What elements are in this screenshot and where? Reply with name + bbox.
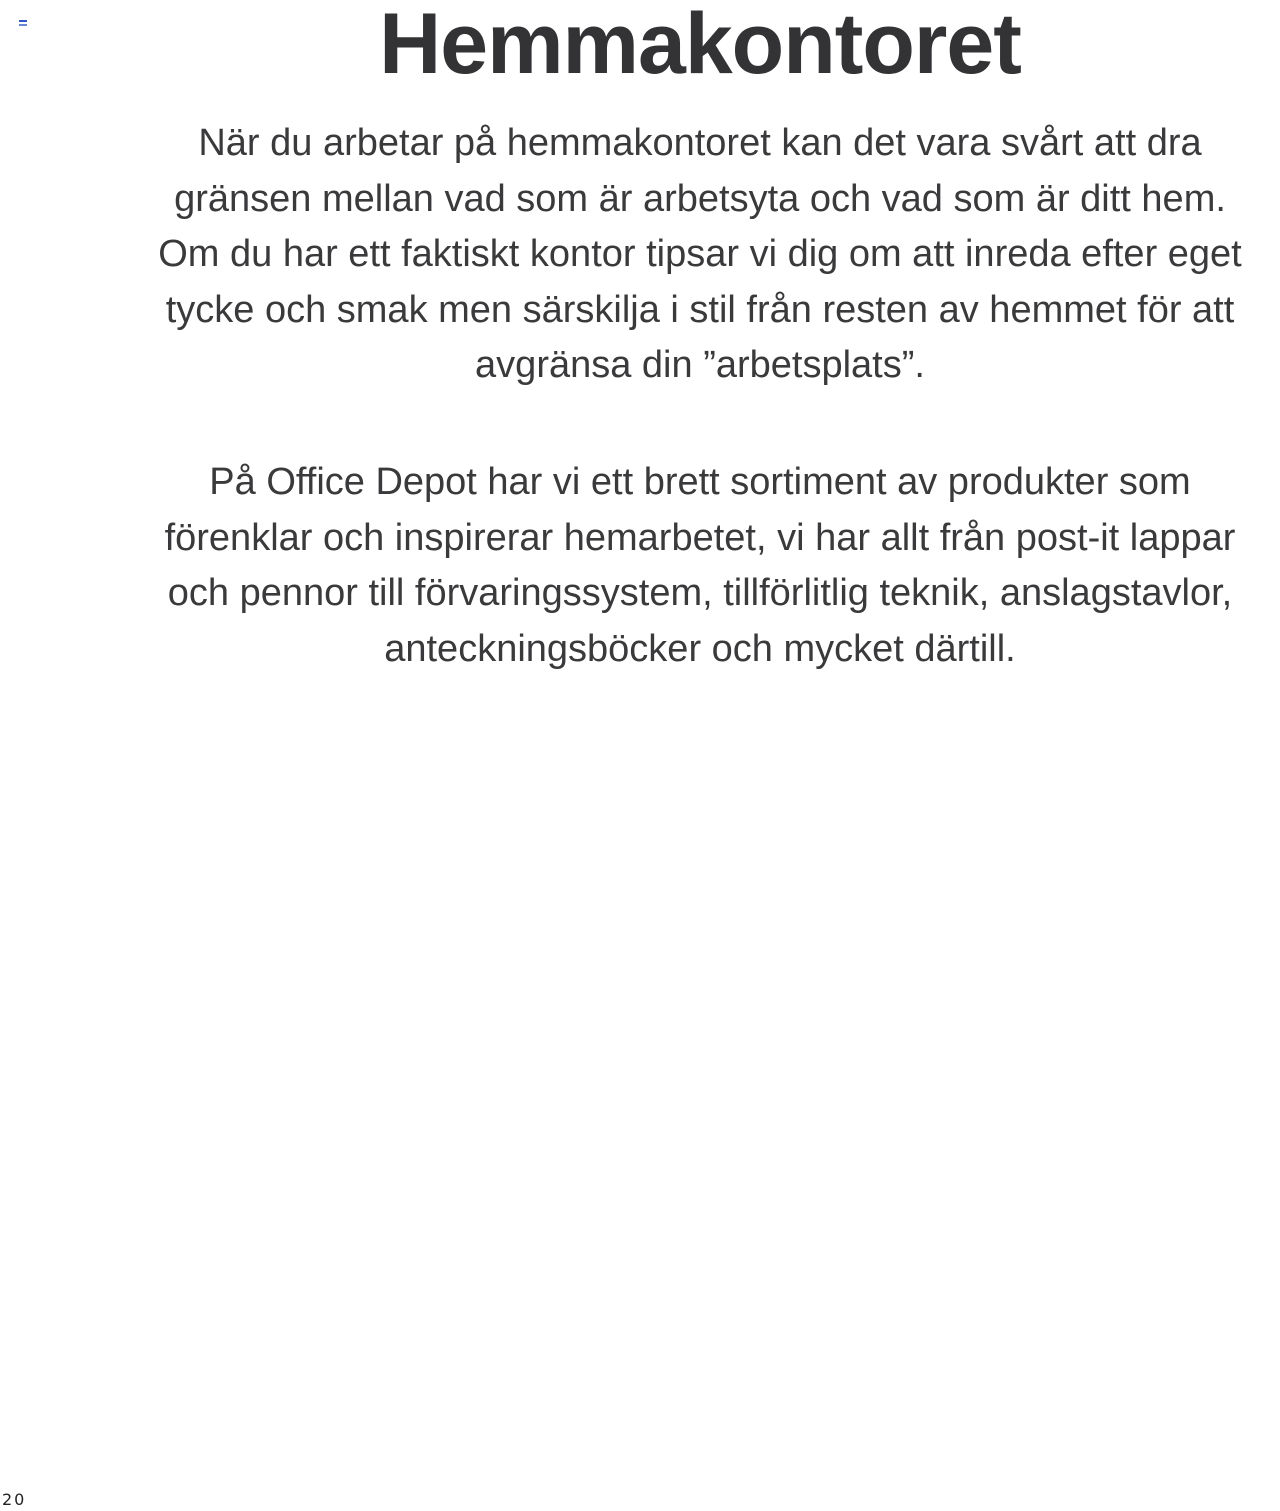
page-title: Hemmakontoret	[379, 0, 1021, 92]
paragraph-line: gränsen mellan vad som är arbetsyta och vad som är ditt hem.	[174, 177, 1226, 220]
paragraph-line: och pennor till förvaringssystem, tillförlitlig teknik, anslagstavlor,	[167, 572, 1233, 614]
office-depot-paragraph	[112, 455, 1280, 677]
paragraph-line: förenklar och inspirerar hemarbetet, vi har allt från post-it lappar	[164, 516, 1236, 559]
paragraph-line: När du arbetar på hemmakontoret kan det vara svårt att dra	[198, 122, 1202, 164]
paragraph-line: På Office Depot har vi ett brett sortiment av produkter som	[209, 461, 1191, 503]
paragraph-line: tycke och smak men särskilja i stil från resten av hemmet för att	[165, 288, 1235, 331]
corner-mark-icon	[19, 20, 27, 26]
page-number: 20	[2, 1490, 27, 1509]
paragraph-line: Om du har ett faktiskt kontor tipsar vi dig om att inreda efter eget	[158, 233, 1242, 275]
intro-paragraph	[112, 116, 1280, 394]
paragraph-line: anteckningsböcker och mycket därtill.	[384, 627, 1016, 670]
paragraph-line: avgränsa din ”arbetsplats”.	[475, 344, 925, 386]
